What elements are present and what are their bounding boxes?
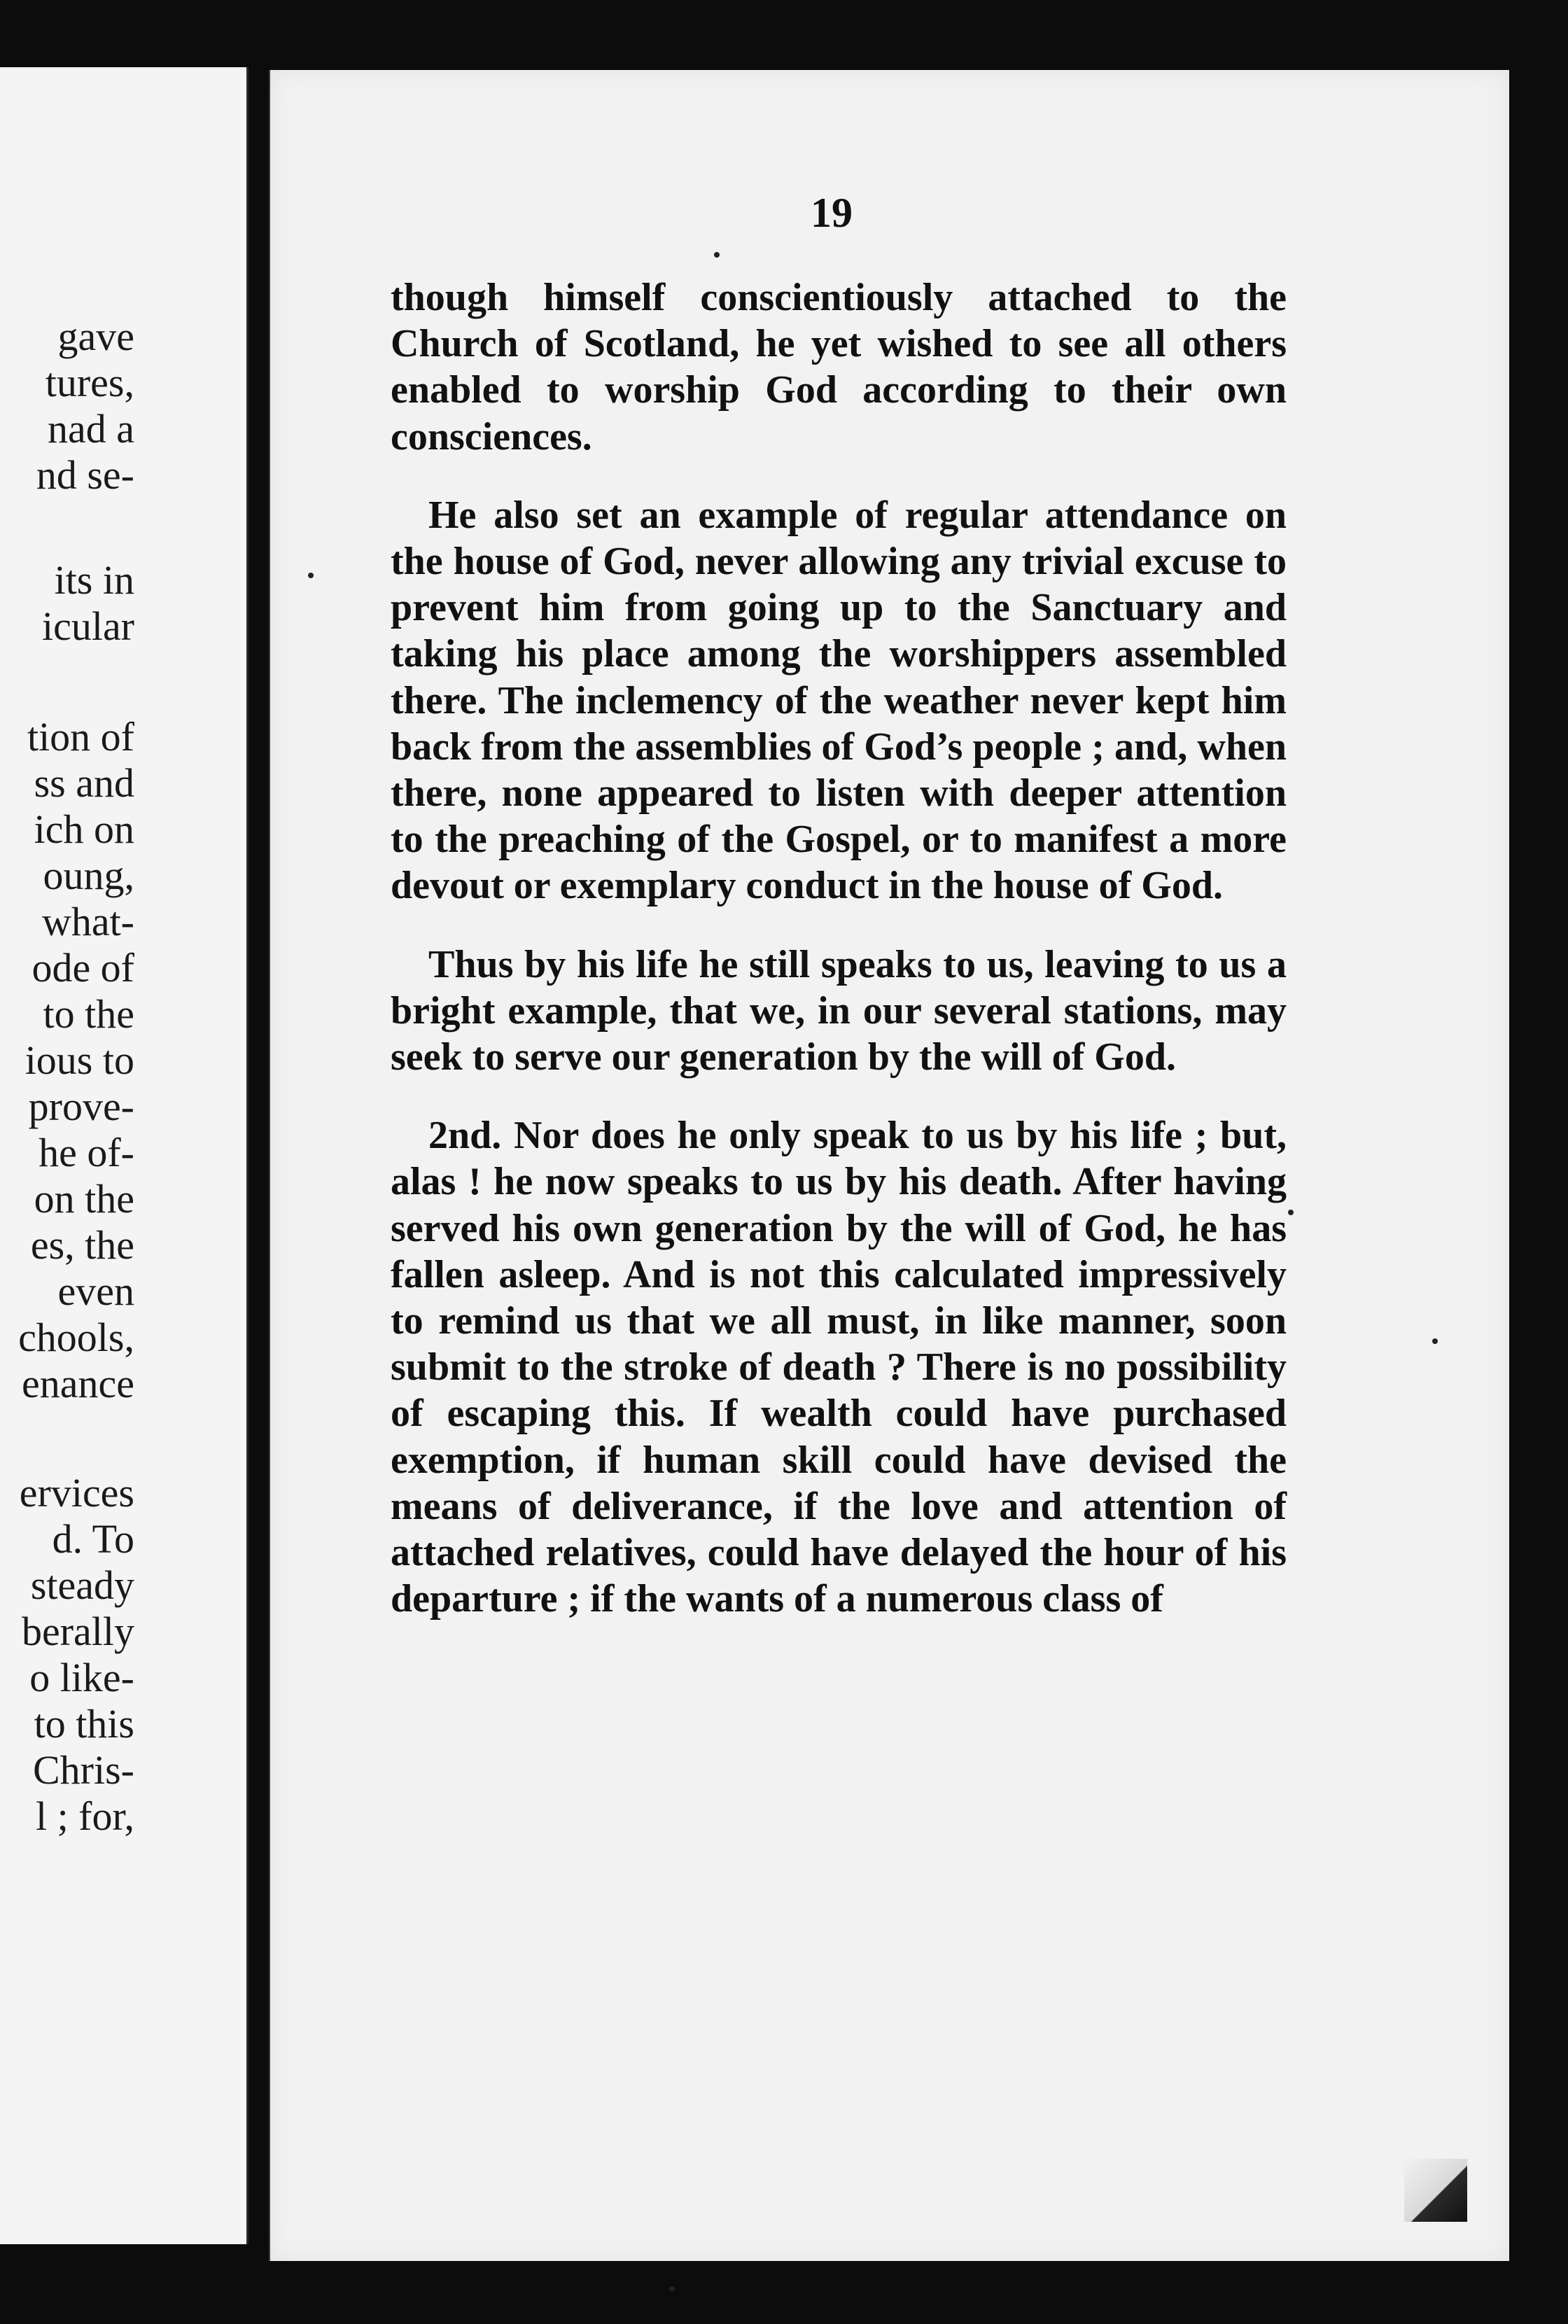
left-line-fragment: o like- xyxy=(29,1655,134,1700)
ink-speck xyxy=(669,2286,675,2292)
left-line-fragment: he of- xyxy=(38,1130,134,1175)
left-line-fragment: tures, xyxy=(45,360,134,405)
left-line-fragment: enance xyxy=(22,1361,134,1406)
paragraph: 2nd. Nor does he only speak to us by his life ; but, alas ! he now speaks to us by his death. After having served his own generation by the will of God, he has fallen asleep. And is not this calculated impressively to remind us that we all must, in like manner, soon submit to the stroke of death ? There is no possibility of escaping this. If wealth could have purchased exemption, if human skill could have devised the means of deliverance, if the love and attention of attached relatives, could have delayed the hour of his departure ; if the wants of a numerous class of xyxy=(391,1114,1287,1621)
left-line-fragment: tion of xyxy=(27,714,134,760)
left-line-fragment: es, the xyxy=(30,1222,134,1268)
left-line-fragment: nad a xyxy=(48,406,134,451)
left-line-fragment: ervices xyxy=(19,1470,134,1516)
left-line-fragment: icular xyxy=(41,603,134,649)
left-line-fragment: its in xyxy=(54,557,134,603)
left-line-fragment: steady xyxy=(30,1562,134,1608)
ink-speck xyxy=(714,252,720,258)
left-page-text-fragments xyxy=(0,67,134,2244)
left-line-fragment: chools, xyxy=(18,1315,134,1360)
left-line-fragment: ss and xyxy=(34,760,134,806)
left-line-fragment: to the xyxy=(43,991,134,1037)
left-line-fragment: to this xyxy=(34,1701,134,1746)
left-line-fragment: what- xyxy=(41,899,134,944)
body-text xyxy=(391,274,1287,1654)
left-facing-page xyxy=(0,67,248,2244)
page-number: 19 xyxy=(811,190,853,236)
left-line-fragment: prove- xyxy=(28,1084,134,1129)
left-line-fragment: even xyxy=(57,1268,134,1314)
left-line-fragment: gave xyxy=(57,314,134,359)
left-line-fragment: ich on xyxy=(34,806,134,852)
left-line-fragment: on the xyxy=(34,1176,134,1222)
left-line-fragment: nd se- xyxy=(36,452,134,498)
ink-speck xyxy=(308,573,314,578)
left-line-fragment: berally xyxy=(21,1609,134,1654)
ink-speck xyxy=(1432,1338,1438,1344)
page-corner-curl xyxy=(1404,2159,1467,2222)
paragraph: though himself conscientiously attached to the Church of Scotland, he yet wished to see all others enabled to worship God according to their own consciences. xyxy=(391,276,1287,458)
left-line-fragment: Chris- xyxy=(33,1747,134,1793)
left-line-fragment: ious to xyxy=(24,1037,134,1083)
left-line-fragment: d. To xyxy=(52,1516,134,1562)
ink-speck xyxy=(1288,1210,1294,1215)
left-line-fragment: l ; for, xyxy=(35,1793,134,1839)
left-line-fragment: ode of xyxy=(31,945,134,990)
paragraph: He also set an example of regular attendance on the house of God, never allowing any trivial excuse to prevent him from going up to the Sanctuary and taking his place among the worshippers assembled there. The inclemency of the weather never kept him back from the assemblies of God’s people ; and, when there, none appeared to listen with deeper attention to the preaching of the Gospel, or to manifest a more devout or exemplary conduct in the house of God. xyxy=(391,493,1287,908)
paragraph: Thus by his life he still speaks to us, leaving to us a bright example, that we, in our several stations, may seek to serve our generation by the will of God. xyxy=(391,942,1287,1079)
left-line-fragment: oung, xyxy=(43,853,134,898)
